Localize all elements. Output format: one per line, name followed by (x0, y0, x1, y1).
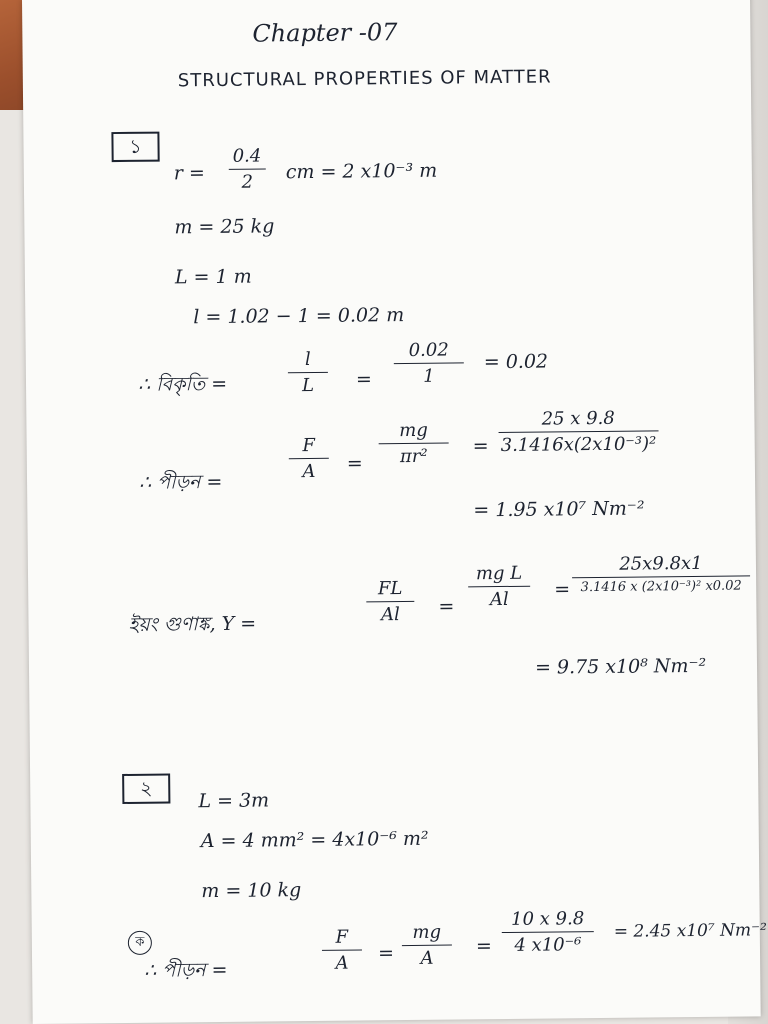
stress-fraction-1 (289, 435, 329, 482)
young-equals-2: = (554, 578, 571, 601)
q2-f3-numerator: 10 x 9.8 (510, 908, 585, 930)
q2-length-line: L = 3m (198, 789, 270, 813)
strain-label: ∴ বিকৃতি = (137, 372, 228, 396)
stress-f2-numerator: mg (399, 419, 428, 442)
q2-fraction-1 (322, 926, 362, 973)
stress-f1-numerator: F (302, 434, 316, 457)
radius-label: r = (173, 162, 205, 185)
stress-equals: = (346, 452, 363, 475)
strain-f2-numerator: 0.02 (408, 339, 449, 361)
q2-mass-line: m = 10 kg (201, 879, 302, 903)
stress-equals-2: = (472, 435, 489, 458)
strain-fraction-1 (288, 349, 328, 396)
q2-f1-denominator: A (335, 952, 349, 974)
young-fraction-2 (468, 563, 530, 611)
young-equals: = (438, 595, 455, 618)
length-line: L = 1 m (174, 265, 252, 289)
strain-equals: = (355, 368, 373, 391)
q2-area-line: A = 4 mm² = 4x10⁻⁶ m² (200, 827, 429, 853)
radius-denominator: 2 (241, 171, 254, 193)
stress-f3-denominator: 3.1416x(2x10⁻³)² (500, 433, 657, 457)
q2-fraction-2 (402, 922, 452, 970)
stress-f2-denominator: πr² (399, 445, 428, 468)
young-f2-numerator: mg L (475, 562, 523, 585)
q2-f2-numerator: mg (412, 921, 442, 943)
stress-f1-denominator: A (302, 460, 316, 483)
young-result: = 9.75 x10⁸ Nm⁻² (534, 654, 707, 679)
strain-result: = 0.02 (483, 350, 549, 374)
radius-fraction (229, 145, 266, 192)
q2-equals-1: = (377, 942, 395, 965)
stress-result: = 1.95 x10⁷ Nm⁻² (473, 497, 645, 522)
q2-f2-denominator: A (420, 947, 434, 969)
chapter-heading: Chapter -07 (252, 18, 398, 48)
part-marker: ক (128, 931, 152, 955)
q2-f3-denominator: 4 x10⁻⁶ (514, 934, 582, 956)
q2-equals-2: = (475, 935, 492, 958)
radius-conversion: cm = 2 x10⁻³ m (285, 159, 438, 184)
young-fraction-1 (366, 578, 414, 626)
page-title: STRUCTURAL PROPERTIES OF MATTER (177, 66, 552, 92)
stress-label: ∴ পীড়ন = (138, 470, 223, 494)
strain-fraction-2 (394, 339, 464, 387)
young-modulus-label: ইয়ং গুণাঙ্ক, Y = (128, 612, 257, 636)
young-f1-denominator: Al (380, 604, 400, 626)
stress-f3-numerator: 25 x 9.8 (541, 407, 615, 430)
young-f1-numerator: FL (377, 578, 403, 600)
q2-result: = 2.45 x10⁷ Nm⁻² (613, 920, 768, 942)
strain-f1-denominator: L (301, 374, 315, 397)
q2-f1-numerator: F (335, 926, 349, 948)
notebook-page (22, 0, 768, 1024)
young-f3-denominator: 3.1416 x (2x10⁻³)² x0.02 (580, 578, 742, 596)
stress-fraction-3 (496, 407, 660, 456)
strain-f2-denominator: 1 (423, 365, 435, 387)
radius-numerator: 0.4 (232, 145, 262, 167)
stress-fraction-2 (378, 420, 448, 468)
strain-f1-numerator: l (304, 348, 311, 371)
extension-line: l = 1.02 − 1 = 0.02 m (193, 304, 405, 329)
question-number-1: ১ (111, 132, 159, 163)
mass-line: m = 25 kg (174, 215, 275, 239)
question-number-2: ২ (122, 773, 170, 804)
young-fraction-3 (572, 552, 750, 595)
young-f3-numerator: 25x9.8x1 (619, 552, 703, 575)
q2-fraction-3 (502, 908, 594, 956)
young-f2-denominator: Al (489, 588, 509, 611)
q2-stress-label: ∴ পীড়ন = (144, 958, 228, 982)
